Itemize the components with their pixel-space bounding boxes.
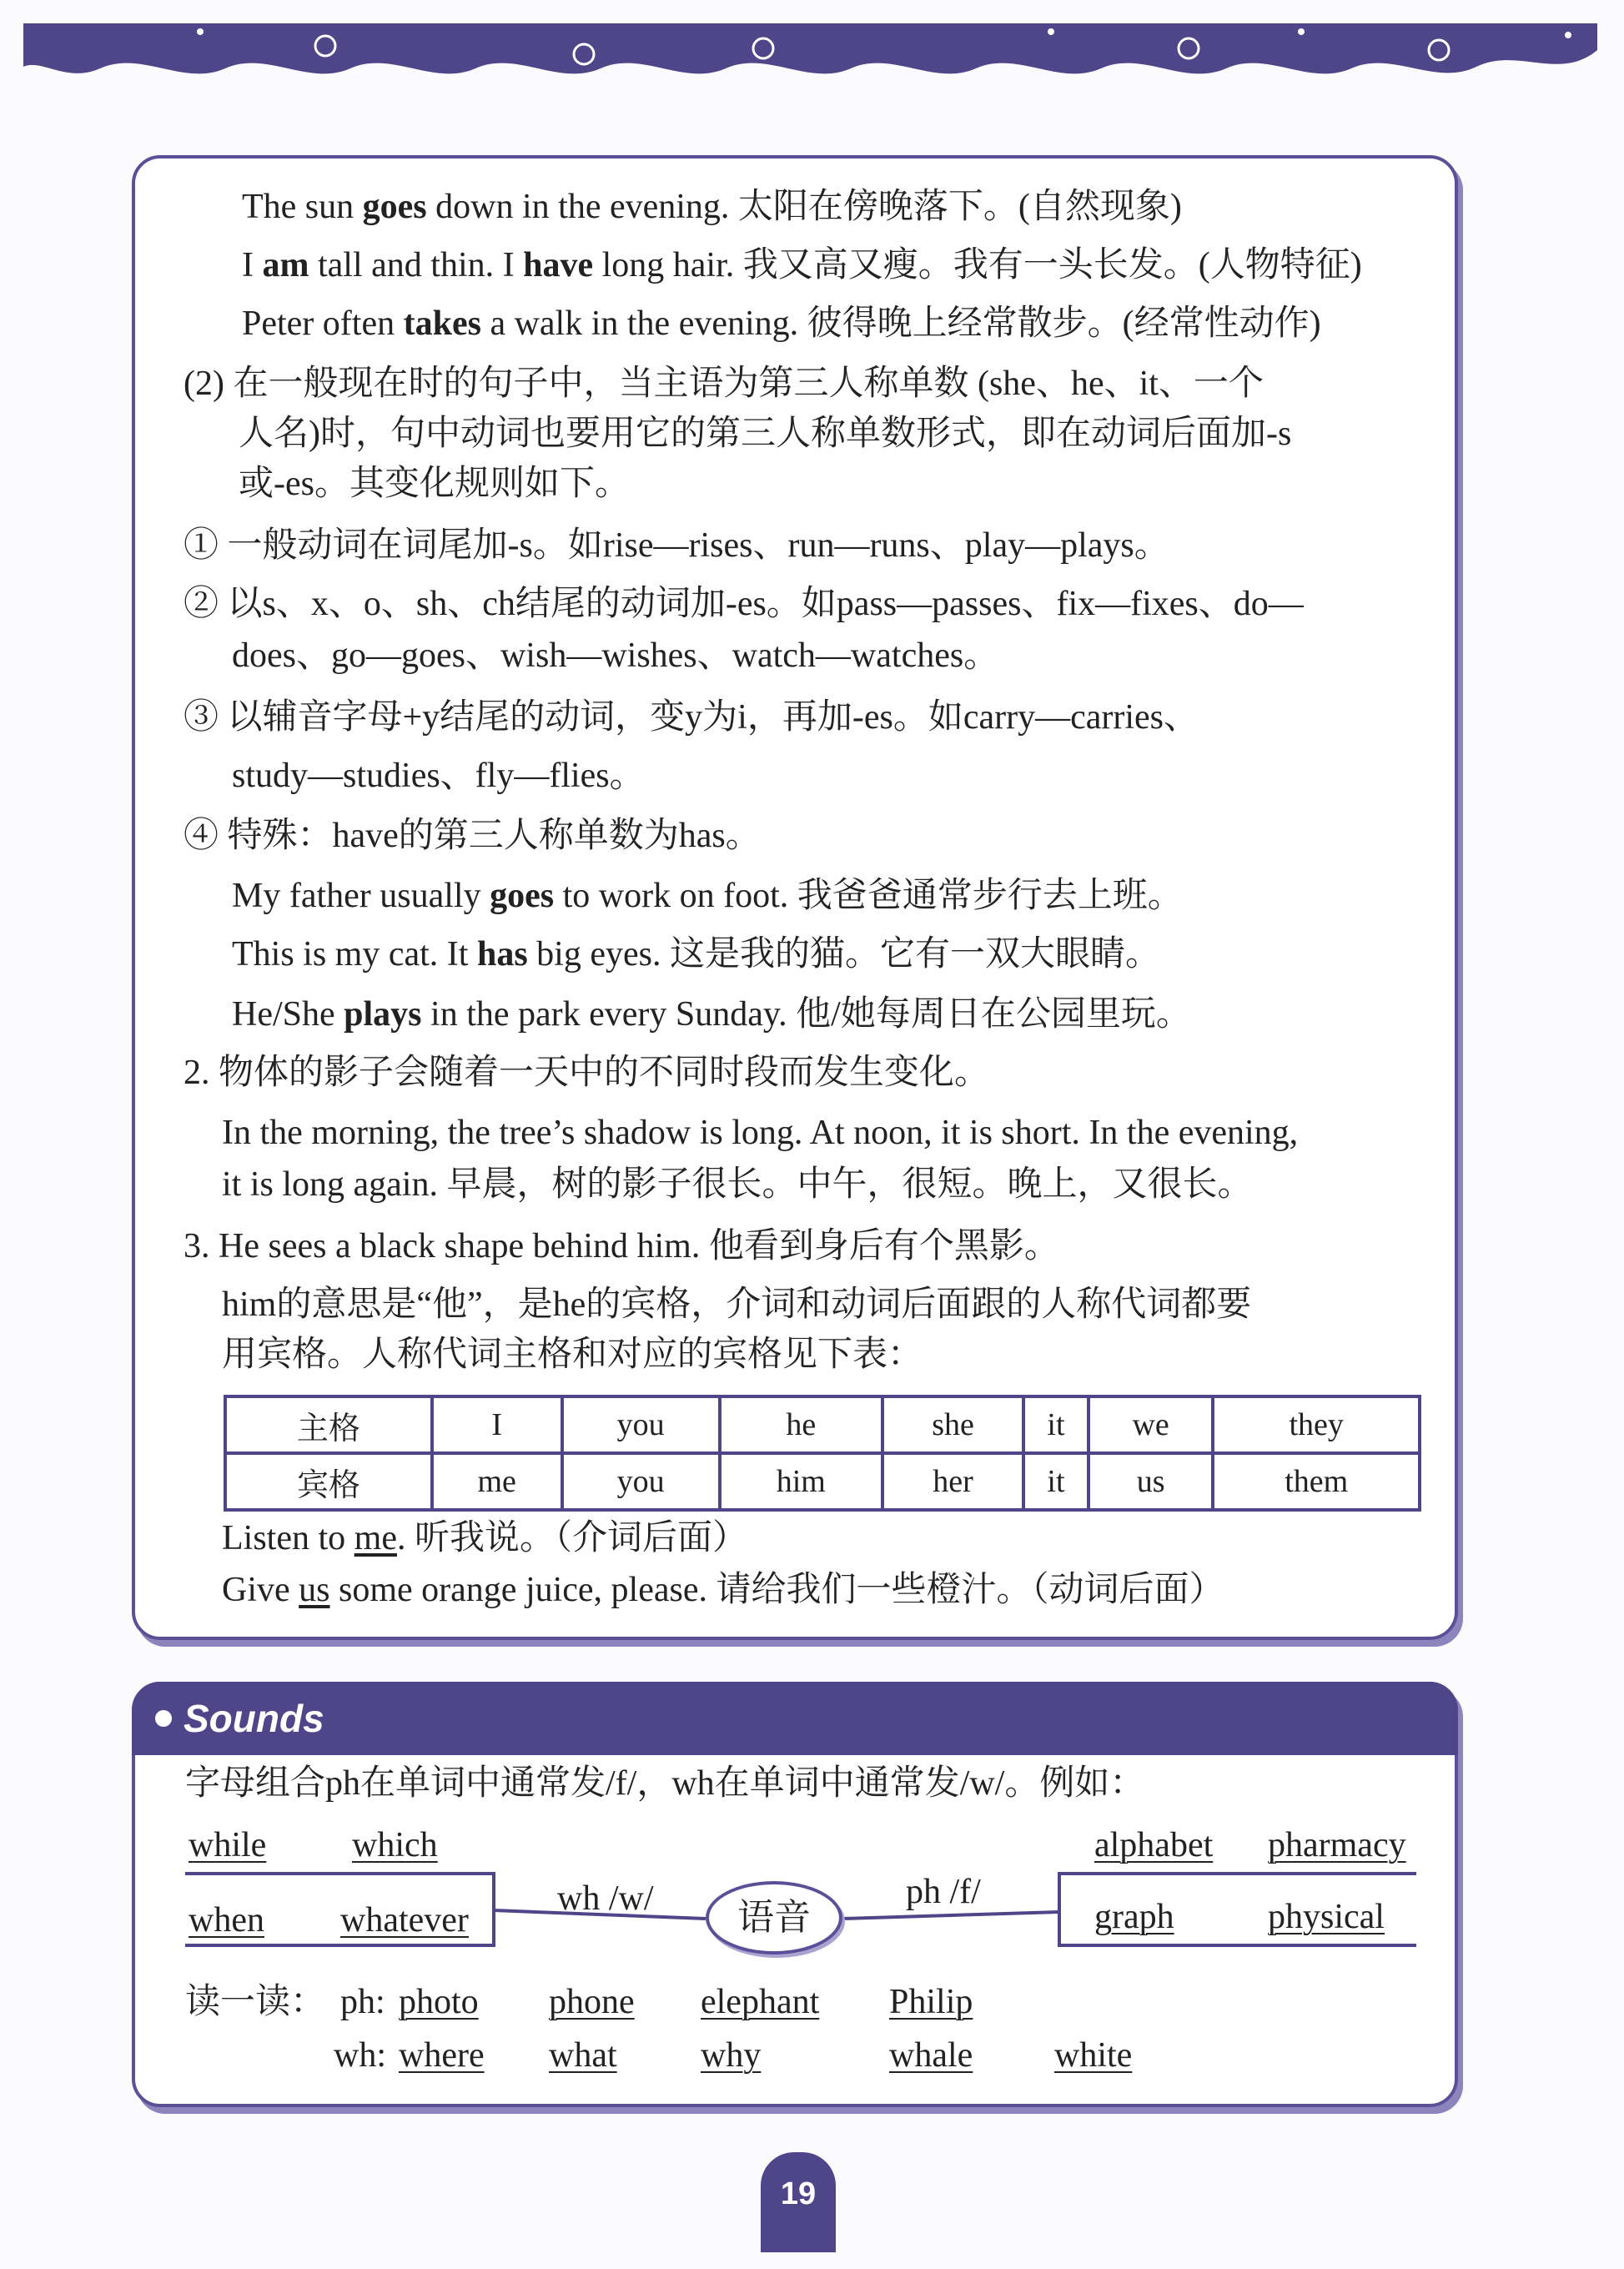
rule2-line3: 或-es。其变化规则如下。	[239, 465, 630, 503]
ph-read-word: elephant	[701, 1983, 820, 2021]
wh-read-word: what	[549, 2036, 617, 2075]
wh-read-word: white	[1054, 2036, 1133, 2075]
table-cell: him	[720, 1453, 882, 1510]
table-row-header: 主格	[225, 1396, 432, 1453]
ph-word: graph	[1094, 1898, 1174, 1936]
pronunciation-bubble	[706, 1881, 842, 1955]
ph-word: alphabet	[1094, 1826, 1214, 1864]
wh-word: which	[352, 1826, 438, 1864]
example-goes: My father usually goes to work on foot. 我爸爸通常步行去上班。	[232, 877, 1183, 915]
wh-word: whatever	[340, 1901, 469, 1939]
table-cell: it	[1023, 1396, 1089, 1453]
table-cell: them	[1213, 1453, 1420, 1510]
table-cell: you	[562, 1453, 720, 1510]
point-3-heading: 3. He sees a black shape behind him. 他看到身后有个黑影。	[184, 1227, 1059, 1265]
example-has: This is my cat. It has big eyes. 这是我的猫。它有一双大眼睛。	[232, 935, 1160, 974]
rule-item-1: ① 一般动词在词尾加-s。如rise—rises、run—runs、play—plays。	[184, 526, 1169, 565]
read-label: 读一读：	[185, 1983, 326, 2021]
ph-read-word: Philip	[889, 1983, 973, 2021]
ph-read-word: photo	[399, 1983, 479, 2021]
point-2-heading: 2. 物体的影子会随着一天中的不同时段而发生变化。	[184, 1054, 990, 1092]
bubble-label: 语音	[737, 1897, 811, 1938]
wh-label: wh /w/	[557, 1879, 654, 1918]
wh-read-word: where	[399, 2036, 485, 2075]
point-2-line2: it is long again. 早晨，树的影子很长。中午，很短。晚上，又很长。	[222, 1165, 1253, 1204]
page-number: 19	[761, 2152, 836, 2252]
rule2-line1: (2) 在一般现在时的句子中，当主语为第三人称单数 (she、he、it、一个	[184, 365, 1264, 403]
point-3-line1: him的意思是“他”，是he的宾格，介词和动词后面跟的人称代词都要	[222, 1285, 1252, 1324]
ph-prefix: ph:	[340, 1983, 385, 2021]
wh-read-word: whale	[889, 2036, 973, 2075]
table-cell: I	[432, 1396, 562, 1453]
point-2-line1: In the morning, the tree’s shadow is long. At noon, it is short. In the evening,	[222, 1114, 1299, 1152]
table-cell: me	[432, 1453, 562, 1510]
ph-label: ph /f/	[906, 1873, 981, 1911]
example-natural: The sun goes down in the evening. 太阳在傍晚落下。(自然现象)	[242, 188, 1182, 226]
rule-item-3-line2: study—studies、fly—flies。	[232, 757, 645, 795]
rule-item-2-line1: ② 以s、x、o、sh、ch结尾的动词加-es。如pass—passes、fix—fixes、do—	[184, 585, 1304, 623]
table-cell: us	[1089, 1453, 1214, 1510]
sounds-intro: 字母组合ph在单词中通常发/f/，wh在单词中通常发/w/。例如：	[185, 1764, 1145, 1803]
wh-prefix: wh:	[334, 2036, 386, 2075]
table-cell: it	[1023, 1453, 1089, 1510]
ph-word: pharmacy	[1268, 1826, 1406, 1864]
table-row-header: 宾格	[225, 1453, 432, 1510]
table-cell: you	[562, 1396, 720, 1453]
sounds-title: Sounds	[184, 1697, 324, 1740]
ph-word: physical	[1268, 1898, 1385, 1936]
table-cell: we	[1089, 1396, 1214, 1453]
rule2-line2: 人名)时，句中动词也要用它的第三人称单数形式，即在动词后面加-s	[239, 415, 1292, 453]
ph-read-word: phone	[549, 1983, 635, 2021]
example-person: I am tall and thin. I have long hair. 我又高又瘦。我有一头长发。(人物特征)	[242, 246, 1362, 284]
wh-word: while	[189, 1826, 267, 1864]
example-give: Give us some orange juice, please. 请给我们一些橙汁。（动词后面）	[222, 1571, 1224, 1609]
point-3-line2: 用宾格。人称代词主格和对应的宾格见下表：	[222, 1336, 923, 1374]
rule-item-3-line1: ③ 以辅音字母+y结尾的动词，变y为i，再加-es。如carry—carries、	[184, 698, 1199, 737]
table-cell: they	[1213, 1396, 1420, 1453]
rule-item-2-line2: does、go—goes、wish—wishes、watch—watches。	[232, 636, 999, 675]
table-cell: her	[882, 1453, 1023, 1510]
example-habit: Peter often takes a walk in the evening. 彼得晚上经常散步。(经常性动作)	[242, 304, 1321, 343]
wh-word: when	[189, 1901, 264, 1939]
table-cell: she	[882, 1396, 1023, 1453]
wh-read-word: why	[701, 2036, 762, 2075]
table-cell: he	[720, 1396, 882, 1453]
example-plays: He/She plays in the park every Sunday. 他/她每周日在公园里玩。	[232, 995, 1191, 1034]
rule-item-4: ④ 特殊：have的第三人称单数为has。	[184, 817, 761, 855]
example-listen: Listen to me. 听我说。（介词后面）	[222, 1519, 747, 1557]
